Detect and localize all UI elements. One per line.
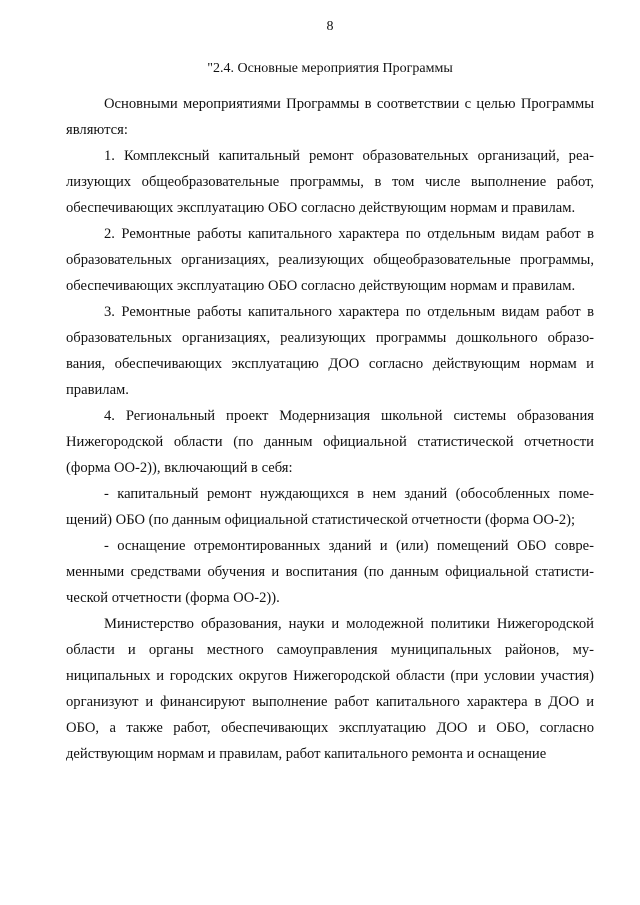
item-4-paragraph: 4. Региональный проект Модернизация школьной системы образования Нижегородской области (по данным официальной статистической отчетности (форма ОО-2)), включающий в себя: (66, 408, 594, 476)
ministry-paragraph: Министерство образования, науки и молодежной политики Нижегородской области и органы местного самоуправления муниципальных районов, муниципальных и городских округов Нижегородской области (при условии участия) организуют и финансируют выполнение работ капитального характера в ДОО и ОБО, а также работ, обеспечивающих эксплуатацию ДОО и ОБО, согласно действующим нормам и правилам, работ капитального ремонта и оснащение (66, 616, 594, 762)
item-3-paragraph: 3. Ремонтные работы капитального характера по отдельным видам работ в образовательных организациях, реализующих программы дошкольного образования, обеспечивающих эксплуатацию ДОО согласно действующим нормам и правилам. (66, 304, 594, 398)
page-number: 8 (326, 19, 334, 34)
sub-item-capital-repair: - капитальный ремонт нуждающихся в нем зданий (обособленных помещений) ОБО (по данным официальной статистической отчетности (форма ОО-2); (66, 486, 594, 528)
intro-paragraph: Основными мероприятиями Программы в соответствии с целью Программы являются: (66, 96, 594, 138)
sub-item-equipment: - оснащение отремонтированных зданий и (или) помещений ОБО современными средствами обучения и воспитания (по данным официальной статистической отчетности (форма ОО-2)). (66, 538, 594, 606)
item-2-paragraph: 2. Ремонтные работы капитального характера по отдельным видам работ в образовательных организациях, реализующих общеобразовательные программы, обеспечивающих эксплуатацию ОБО согласно действующим нормам и правилам. (66, 226, 594, 294)
item-1-paragraph: 1. Комплексный капитальный ремонт образовательных организаций, реализующих общеобразовательные программы, в том числе выполнение работ, обеспечивающих эксплуатацию ОБО согласно действующим нормам и правилам. (66, 148, 594, 216)
document-page (66, 18, 594, 767)
section-heading: "2.4. Основные мероприятия Программы (207, 61, 453, 76)
